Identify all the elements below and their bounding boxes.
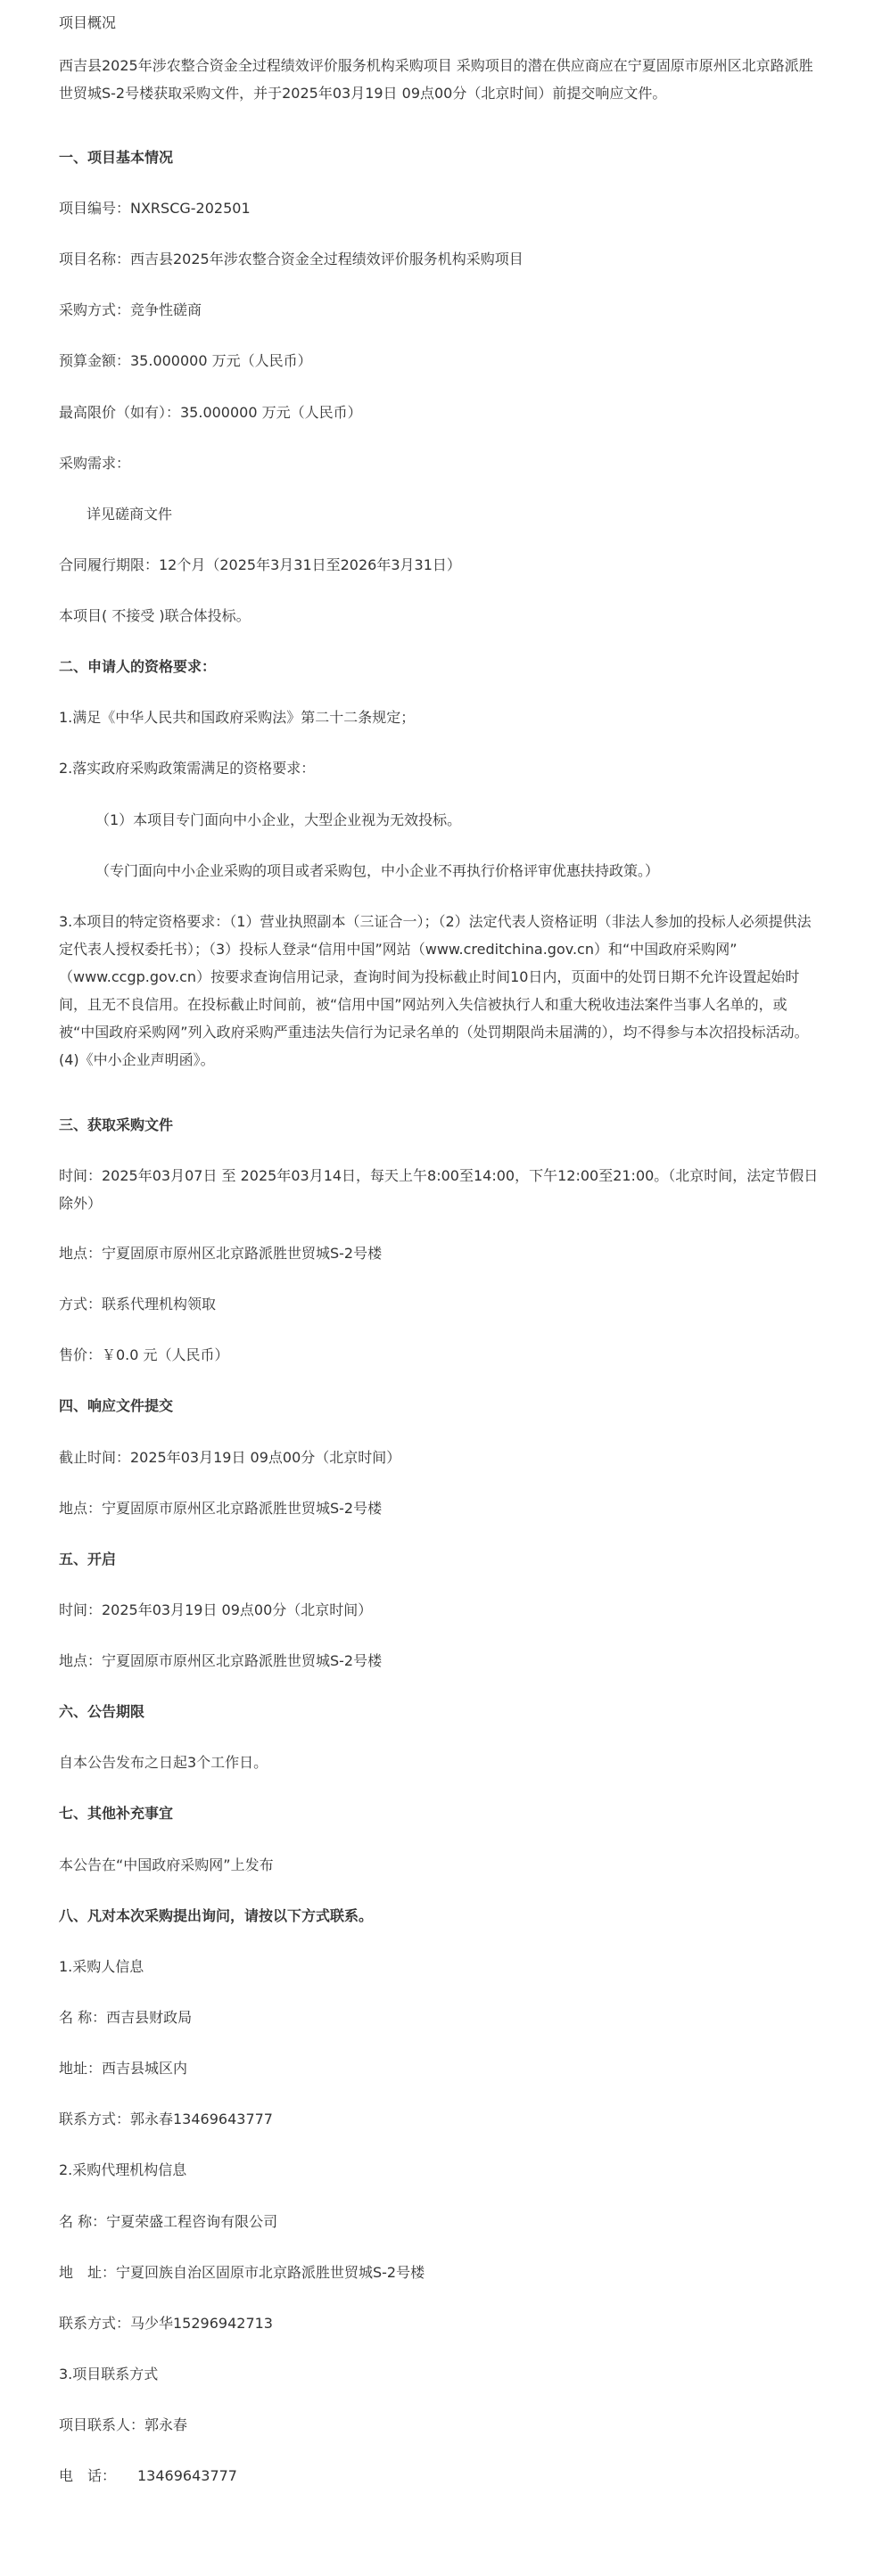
obtain-place: 地点：宁夏固原市原州区北京路派胜世贸城S-2号楼 xyxy=(59,1245,383,1262)
agency-contact: 联系方式：马少华15296942713 xyxy=(59,2315,273,2332)
overview-intro: 西吉县2025年涉农整合资金全过程绩效评价服务机构采购项目 采购项目的潜在供应商应在宁夏固原市原州区北京路派胜世贸城S-2号楼获取采购文件，并于2025年03月19日 09点00分（北京时间）前提交响应文件。 xyxy=(59,57,813,102)
max-price: 最高限价（如有）：35.000000 万元（人民币） xyxy=(59,404,362,421)
section6-heading: 六、公告期限 xyxy=(59,1703,145,1720)
qualification-item-2: 2.落实政府采购政策需满足的资格要求： xyxy=(59,760,316,777)
supplementary-note: 本公告在“中国政府采购网”上发布 xyxy=(59,1856,274,1873)
section8-heading: 八、凡对本次采购提出询问，请按以下方式联系。 xyxy=(59,1907,374,1924)
demand-label: 采购需求： xyxy=(59,455,131,472)
consortium-note: 本项目( 不接受 )联合体投标。 xyxy=(59,607,251,624)
qualification-item-1: 1.满足《中华人民共和国政府采购法》第二十二条规定； xyxy=(59,709,416,726)
budget-amount: 预算金额：35.000000 万元（人民币） xyxy=(59,352,312,369)
overview-title: 项目概况 xyxy=(59,14,117,31)
purchaser-title: 1.采购人信息 xyxy=(59,1958,144,1975)
section7-heading: 七、其他补充事宜 xyxy=(59,1805,174,1822)
qualification-item-2-sub-2: （专门面向中小企业采购的项目或者采购包，中小企业不再执行价格评审优惠扶持政策。） xyxy=(95,862,660,879)
section4-heading: 四、响应文件提交 xyxy=(59,1397,174,1414)
obtain-price: 售价：￥0.0 元（人民币） xyxy=(59,1346,229,1363)
opening-time: 时间：2025年03月19日 09点00分（北京时间） xyxy=(59,1601,373,1618)
section2-heading: 二、申请人的资格要求： xyxy=(59,658,217,675)
obtain-way: 方式：联系代理机构领取 xyxy=(59,1296,217,1313)
project-contact-title: 3.项目联系方式 xyxy=(59,2366,159,2383)
procurement-method: 采购方式：竞争性磋商 xyxy=(59,301,202,318)
submission-place: 地点：宁夏固原市原州区北京路派胜世贸城S-2号楼 xyxy=(59,1500,383,1517)
project-number: 项目编号：NXRSCG-202501 xyxy=(59,200,251,217)
purchaser-name: 名 称：西吉县财政局 xyxy=(59,2009,193,2026)
section1-heading: 一、项目基本情况 xyxy=(59,149,174,166)
submission-deadline: 截止时间：2025年03月19日 09点00分（北京时间） xyxy=(59,1449,401,1466)
project-name: 项目名称：西吉县2025年涉农整合资金全过程绩效评价服务机构采购项目 xyxy=(59,251,523,267)
agency-address: 地 址：宁夏回族自治区固原市北京路派胜世贸城S-2号楼 xyxy=(59,2264,425,2281)
qualification-item-2-sub-1: （1）本项目专门面向中小企业，大型企业视为无效投标。 xyxy=(95,811,462,828)
purchaser-contact: 联系方式：郭永春13469643777 xyxy=(59,2111,273,2127)
project-contact-phone: 电 话： 13469643777 xyxy=(59,2467,237,2484)
notice-period: 自本公告发布之日起3个工作日。 xyxy=(59,1754,268,1771)
agency-title: 2.采购代理机构信息 xyxy=(59,2161,187,2178)
obtain-time: 时间：2025年03月07日 至 2025年03月14日，每天上午8:00至14:00，下午12:00至21:00。（北京时间，法定节假日除外） xyxy=(59,1167,819,1212)
demand-value: 详见磋商文件 xyxy=(87,506,173,523)
section3-heading: 三、获取采购文件 xyxy=(59,1116,174,1133)
agency-name: 名 称：宁夏荣盛工程咨询有限公司 xyxy=(59,2213,278,2230)
qualification-item-3: 3.本项目的特定资格要求：（1）营业执照副本（三证合一）；（2）法定代表人资格证明（非法人参加的投标人必须提供法定代表人授权委托书）；（3）投标人登录“信用中国”网站（www.creditchina.gov.cn）和“中国政府采购网” （www.ccgp.gov.cn）按要求查询信用记录，查询时间为投标截止时间10日内，页面中的处罚日期不允许设置起始时间，且无不良信用。在投标截止时间前，被“信用中国”网站列入失信被执行人和重大税收违法案件当事人名单的，或被“中国政府采购网”列入政府采购严重违法失信行为记录名单的（处罚期限尚未届满的），均不得参与本次招投标活动。(4)《中小企业声明函》。 xyxy=(59,913,812,1068)
opening-place: 地点：宁夏固原市原州区北京路派胜世贸城S-2号楼 xyxy=(59,1652,383,1669)
project-contact-person: 项目联系人：郭永春 xyxy=(59,2416,188,2433)
contract-period: 合同履行期限：12个月（2025年3月31日至2026年3月31日） xyxy=(59,556,461,573)
purchaser-address: 地址：西吉县城区内 xyxy=(59,2060,188,2077)
section5-heading: 五、开启 xyxy=(59,1551,117,1568)
